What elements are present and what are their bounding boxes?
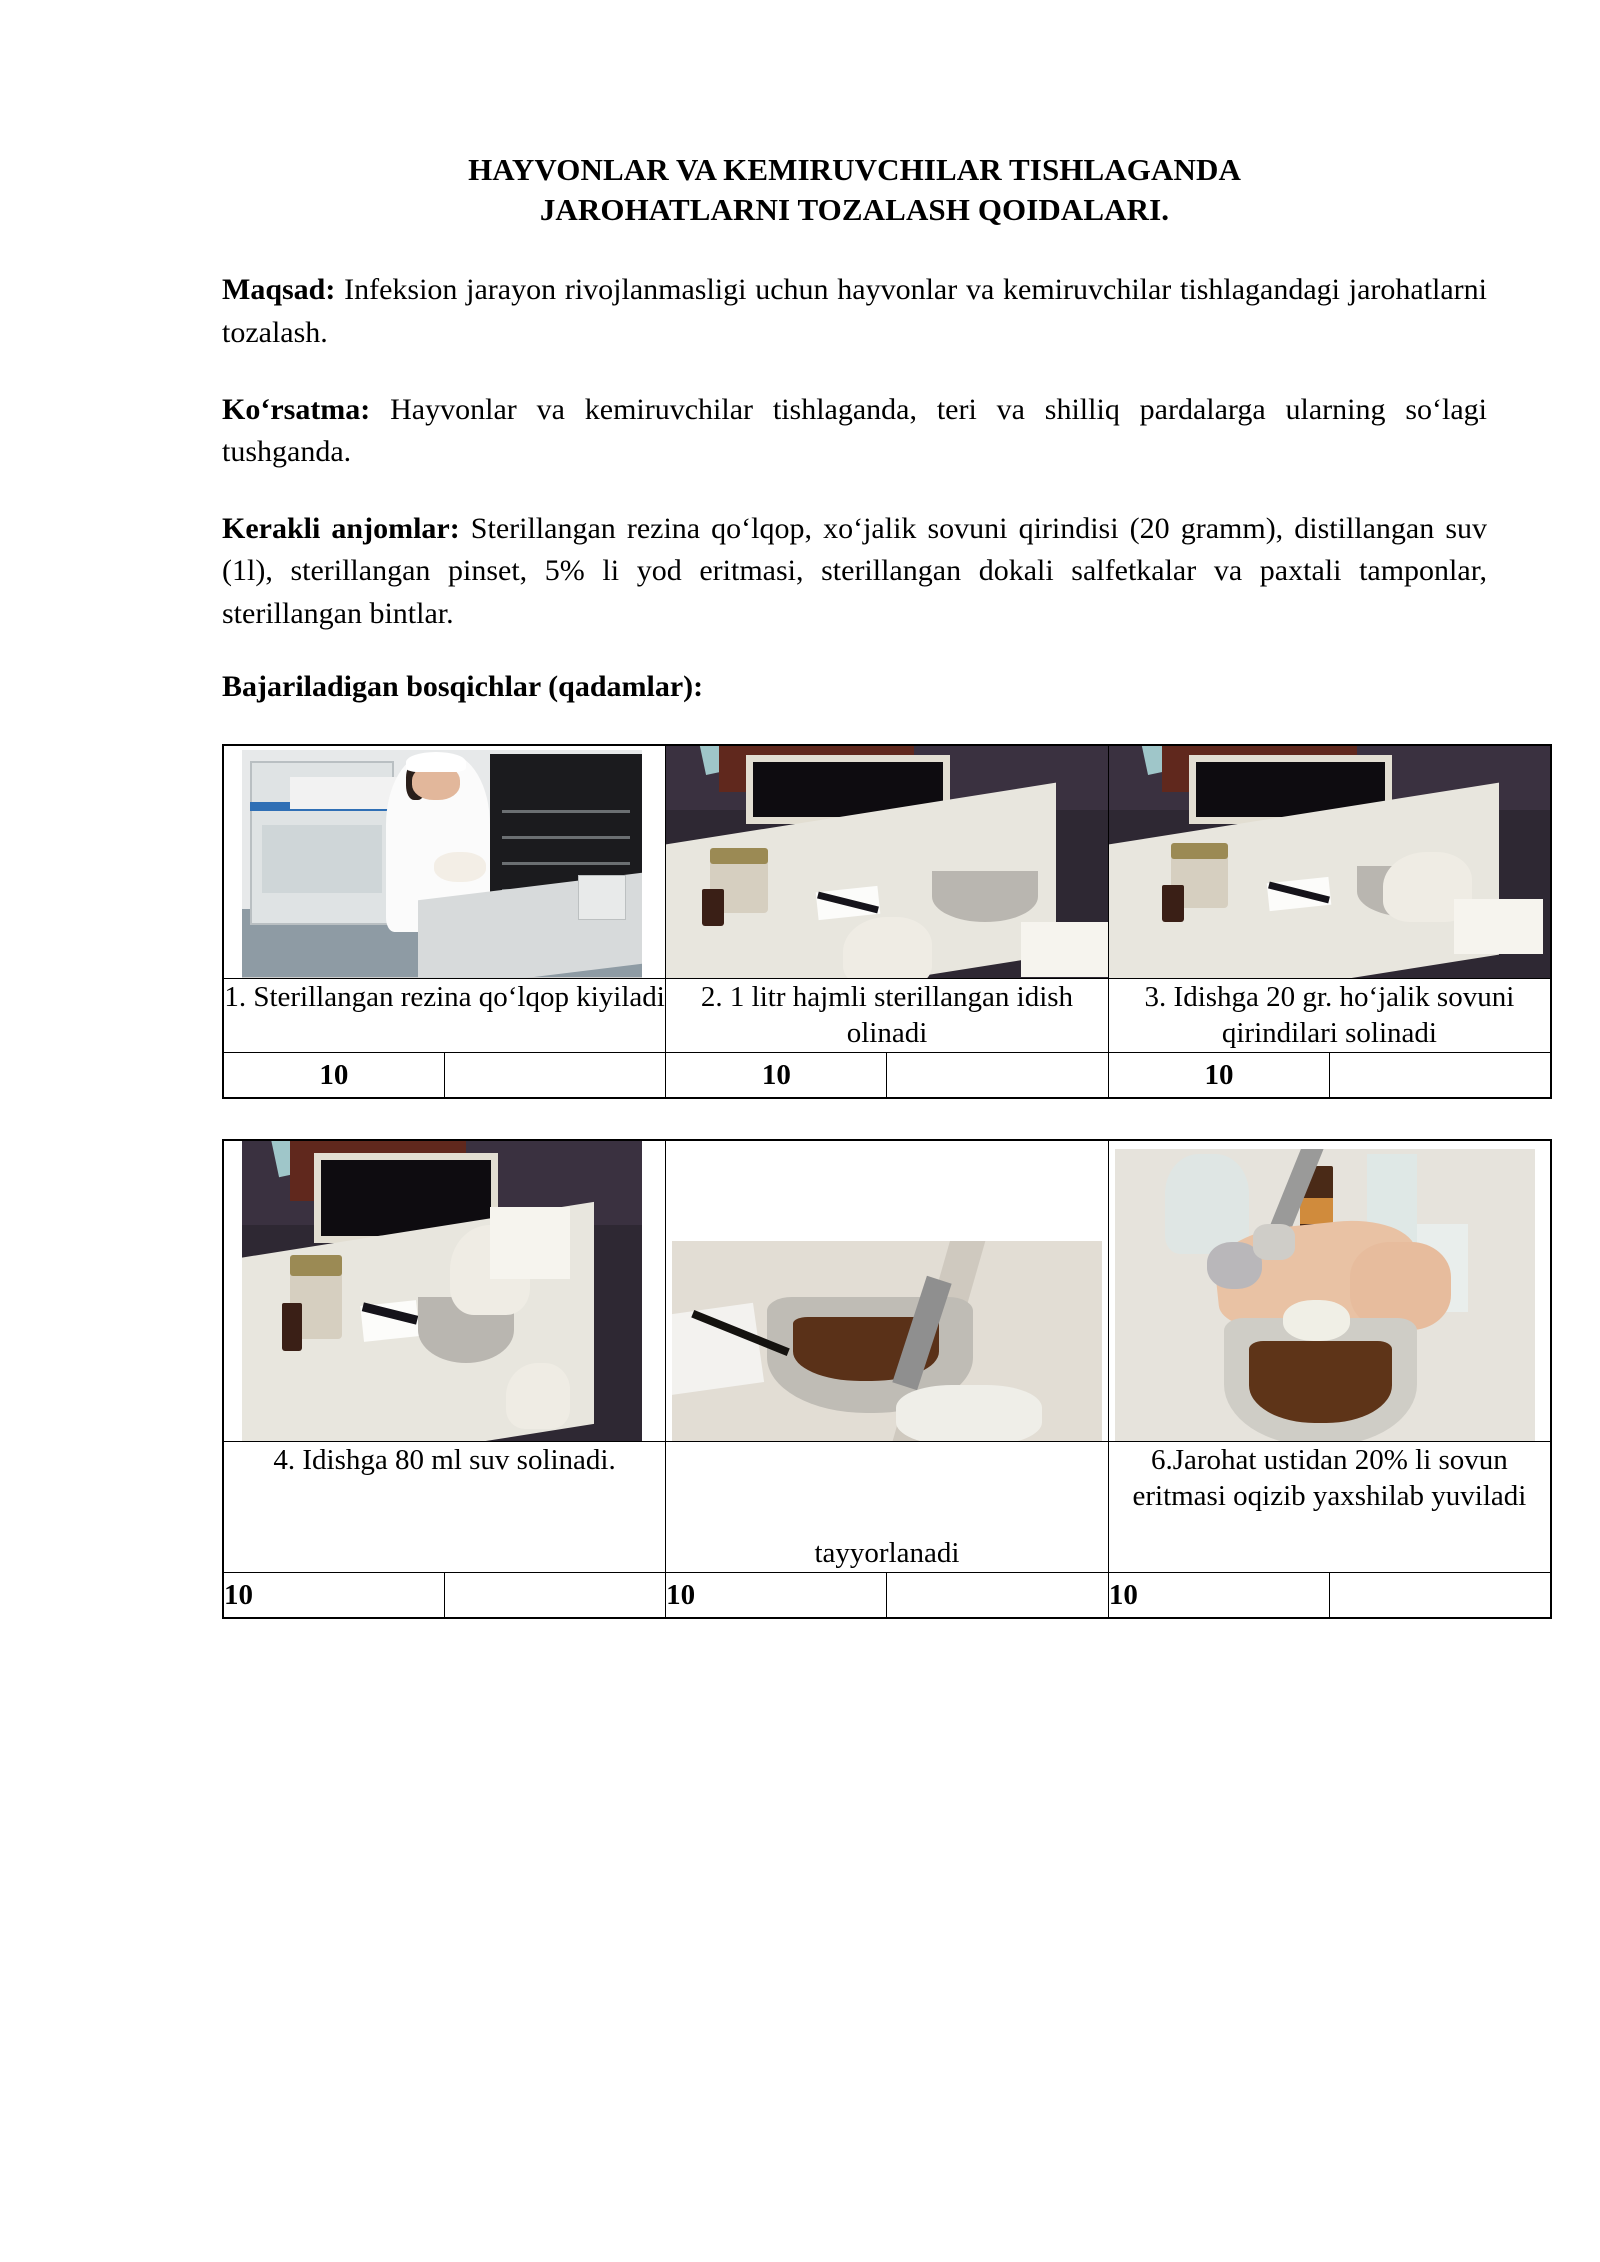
table-row-scores [223,1052,1551,1098]
photo-lab-technician-gloves [242,750,642,978]
step-mark-6[interactable] [1330,1572,1551,1618]
spacer [222,229,1487,269]
step-caption-1: 1. Sterillangan rezina qo‘lqop kiyiladi [223,978,666,1052]
step-caption-4: 4. Idishga 80 ml suv solinadi. [223,1441,666,1572]
paragraph-korsatma-lead: Ko‘rsatma: [222,392,371,426]
spacer [222,355,1487,389]
table-row-images [223,745,1551,979]
paragraph-kerakli-anjomlar-lead: Kerakli anjomlar: [222,511,460,545]
table-row-images [223,1140,1551,1442]
step-image-cell-4 [223,1140,666,1442]
document-content [222,150,1527,1619]
paragraph-korsatma [222,389,1487,474]
step-image-cell-1 [223,745,666,979]
title-line-2: JAROHATLARNI TOZALASH QOIDALARI. [539,191,1170,227]
step-score-2: 10 [666,1052,887,1098]
photo-sterile-container [666,746,1108,978]
steps-table-2 [222,1139,1552,1619]
table-row-captions [223,1441,1551,1572]
step-caption-6: 6.Jarohat ustidan 20% li sovun eritmasi oqizib yaxshilab yuviladi [1132,1443,1527,1513]
table-row-captions [223,978,1551,1052]
spacer [222,636,1487,670]
step-mark-4[interactable] [444,1572,665,1618]
step-caption-3: 3. Idishga 20 gr. ho‘jalik sovuni qirindilari solinadi [1108,978,1551,1052]
paragraph-korsatma-text: Hayvonlar va kemiruvchilar tishlaganda, teri va shilliq pardalarga ularning so‘lagi tushganda. [222,392,1487,469]
table-row-scores [223,1572,1551,1618]
title-line-1: HAYVONLAR VA KEMIRUVCHILAR TISHLAGANDA [468,152,1241,187]
step-caption-6-cell [1108,1441,1551,1572]
photo-adding-water [242,1141,642,1441]
step-caption-2: 2. 1 litr hajmli sterillangan idish olinadi [666,978,1109,1052]
spacer [222,1099,1487,1139]
step-mark-1[interactable] [444,1052,665,1098]
paragraph-kerakli-anjomlar-text: Sterillangan rezina qo‘lqop, xo‘jalik sovuni qirindisi (20 gramm), distillangan suv (1l), sterillangan pinset, 5% li yod eritmasi, sterillangan dokali salfetkalar va paxtali tamponlar, sterillangan bintlar. [222,511,1487,630]
step-image-cell-6 [1108,1140,1551,1442]
step-score-1: 10 [223,1052,444,1098]
step-score-5: 10 [666,1572,887,1618]
photo-washing-wound [1115,1149,1535,1441]
step-image-cell-3 [1108,745,1551,979]
steps-heading: Bajariladigan bosqichlar (qadamlar): [222,669,704,703]
step-image-cell-2 [666,745,1109,979]
photo-solution-prepared [672,1241,1102,1441]
paragraph-maqsad [222,269,1487,354]
step-image-cell-5 [666,1140,1109,1442]
step-score-4: 10 [223,1572,444,1618]
spacer [222,704,1487,744]
steps-table-1 [222,744,1552,1099]
step-score-3: 10 [1108,1052,1329,1098]
step-mark-3[interactable] [1330,1052,1551,1098]
photo-soap-shavings [1109,746,1551,978]
step-mark-5[interactable] [887,1572,1108,1618]
step-mark-2[interactable] [887,1052,1108,1098]
paragraph-kerakli-anjomlar [222,508,1487,636]
paragraph-maqsad-text: Infeksion jarayon rivojlanmasligi uchun hayvonlar va kemiruvchilar tishlagandagi jarohatlarni tozalash. [222,273,1487,349]
page-title [222,150,1487,229]
step-score-6: 10 [1108,1572,1329,1618]
paragraph-maqsad-lead: Maqsad: [222,273,336,307]
spacer [222,474,1487,508]
step-caption-5: tayyorlanadi [666,1441,1109,1572]
